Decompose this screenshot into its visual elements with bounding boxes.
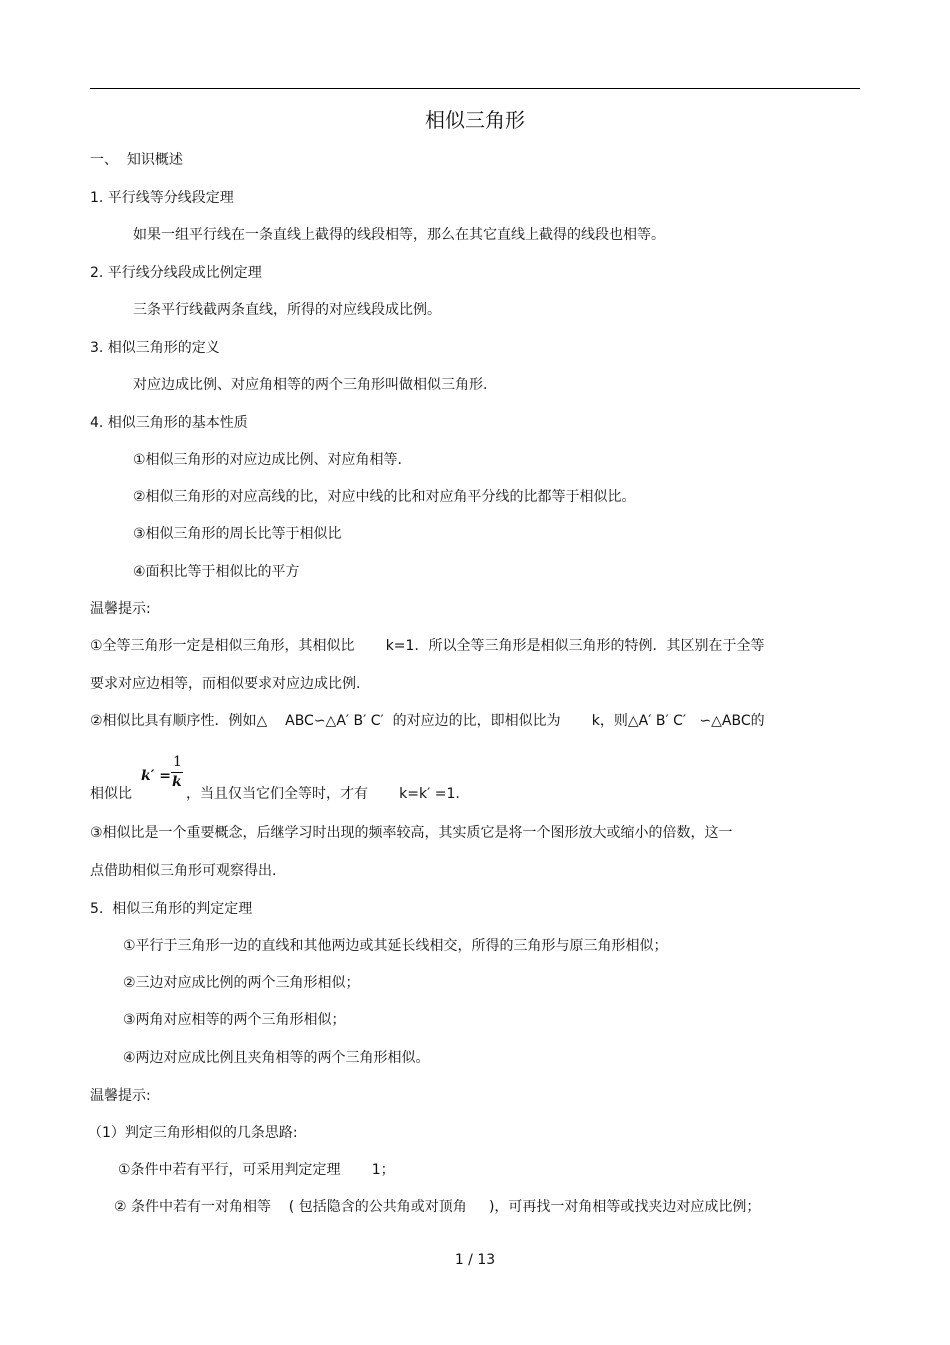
text-line: 相似比: [90, 786, 132, 802]
text-line: 如果一组平行线在一条直线上截得的线段相等，那么在其它直线上截得的线段也相等。: [133, 227, 665, 243]
text-line: 点借助相似三角形可观察得出.: [90, 863, 277, 879]
formula-denominator: k: [172, 774, 182, 790]
formula-lhs: k′ =: [141, 768, 171, 784]
text-line: 一、 知识概述: [90, 152, 183, 168]
page-title: 相似三角形: [425, 108, 525, 132]
text-line: ③相似三角形的周长比等于相似比: [133, 526, 342, 542]
text-line: （1）判定三角形相似的几条思路:: [88, 1125, 298, 1141]
text-line: ②相似比具有顺序性．例如△ ABC∽△A′ B′ C′ 的对应边的比，即相似比为 k，则△A′ B′ C′ ∽△ABC的: [90, 713, 765, 729]
text-line: ①条件中若有平行，可采用判定定理 1；: [118, 1162, 395, 1178]
text-line: ②相似三角形的对应高线的比，对应中线的比和对应角平分线的比都等于相似比。: [133, 489, 636, 505]
header-rule: [90, 88, 860, 89]
text-line: ④面积比等于相似比的平方: [133, 564, 300, 580]
formula-numerator: 1: [173, 754, 182, 770]
text-line: 5. 相似三角形的判定定理: [90, 901, 253, 917]
text-line: 1. 平行线等分线段定理: [90, 190, 234, 206]
text-line: ③两角对应相等的两个三角形相似；: [123, 1012, 346, 1028]
text-line: ①相似三角形的对应边成比例、对应角相等.: [133, 452, 402, 468]
text-line: 2. 平行线分线段成比例定理: [90, 265, 262, 281]
text-line: 温馨提示:: [90, 601, 151, 617]
text-line: 温馨提示:: [90, 1088, 151, 1104]
text-line: ①平行于三角形一边的直线和其他两边或其延长线相交，所得的三角形与原三角形相似；: [123, 938, 668, 954]
text-line: 三条平行线截两条直线，所得的对应线段成比例。: [133, 302, 441, 318]
page-number: 1 / 13: [454, 1252, 496, 1268]
text-line: 对应边成比例、对应角相等的两个三角形叫做相似三角形.: [133, 377, 488, 393]
text-line: ③相似比是一个重要概念，后继学习时出现的频率较高，其实质它是将一个图形放大或缩小的倍数，这一: [90, 825, 733, 841]
text-line: ①全等三角形一定是相似三角形，其相似比 k=1．所以全等三角形是相似三角形的特例．其区别在于全等: [90, 638, 765, 654]
text-line: 要求对应边相等，而相似要求对应边成比例.: [90, 676, 361, 692]
text-line: ，当且仅当它们全等时，才有 k=k′ =1.: [186, 786, 460, 802]
text-line: ② 条件中若有一对角相等 ( 包括隐含的公共角或对顶角 )，可再找一对角相等或找夹边对应成比例；: [114, 1199, 761, 1215]
text-line: 3. 相似三角形的定义: [90, 340, 220, 356]
fraction-bar: [171, 772, 183, 773]
text-line: ②三边对应成比例的两个三角形相似；: [123, 975, 360, 991]
text-line: ④两边对应成比例且夹角相等的两个三角形相似。: [123, 1050, 430, 1066]
text-line: 4. 相似三角形的基本性质: [90, 415, 248, 431]
